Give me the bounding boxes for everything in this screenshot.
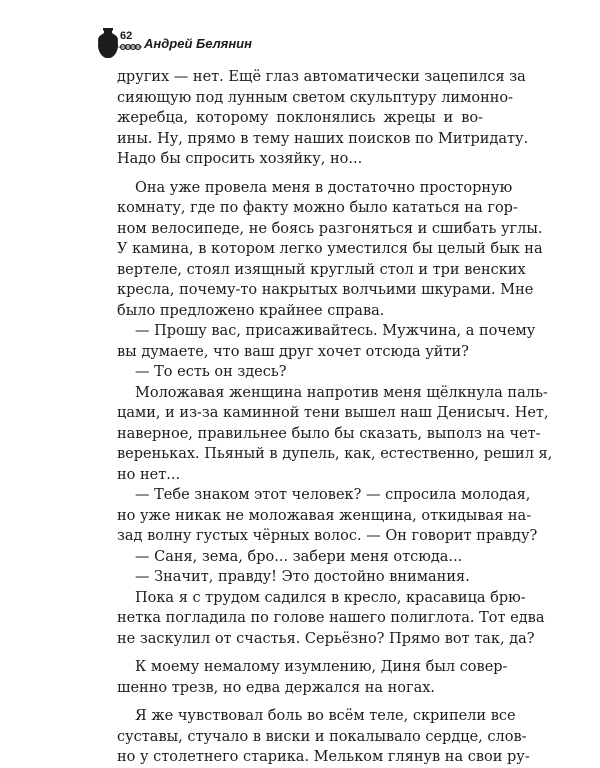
text-line: — Прошу вас, присаживайтесь. Мужчина, а почему — [135, 323, 536, 339]
text-line: жеребца, которому поклонялись жрецы и во- — [117, 110, 483, 126]
text-line: Надо бы спросить хозяйку, но... — [117, 151, 363, 167]
text-line: но уже никак не моложавая женщина, откидывая на- — [117, 507, 532, 524]
text-line: Моложавая женщина напротив меня щёлкнула паль- — [135, 384, 548, 401]
text-line: наверное, правильнее было бы сказать, выполз на чет- — [117, 425, 541, 442]
body-text — [117, 67, 553, 768]
text-line: сияющую под лунным светом скульптуру лимонно- — [117, 89, 514, 106]
text-line: Я же чувствовал боль во всём теле, скрипели все — [135, 708, 516, 724]
text-line: вертеле, стоял изящный круглый стол и три венских — [117, 261, 526, 278]
text-line: других — нет. Ещё глаз автоматически зацепился за — [117, 69, 526, 85]
page-number: 62 — [120, 30, 133, 42]
text-line: суставы, стучало в виски и покалывало сердце, слов- — [117, 728, 527, 745]
text-line: — Значит, правду! Это достойно внимания. — [135, 569, 470, 585]
text-line: Пока я с трудом садился в кресло, красавица брю- — [135, 589, 526, 606]
text-line: вы думаете, что ваш друг хочет отсюда уйти? — [117, 343, 469, 360]
text-line: шенно трезв, но едва держался на ногах. — [117, 679, 436, 696]
text-line: вереньках. Пьяный в дупель, как, естественно, решил я, — [117, 446, 553, 462]
text-line: ном велосипеде, не боясь разгоняться и сшибать углы. — [117, 220, 543, 237]
text-line: Она уже провела меня в достаточно просторную — [135, 179, 513, 196]
text-line: не заскулил от счастья. Серьёзно? Прямо вот так, да? — [117, 630, 535, 647]
text-line: кресла, почему-то накрытых волчьими шкурами. Мне — [117, 282, 534, 298]
text-line: было предложено крайнее справа. — [117, 302, 385, 319]
running-head — [96, 26, 396, 60]
text-line: комнату, где по факту можно было кататься на гор- — [117, 200, 518, 216]
text-line: — То есть он здесь? — [135, 364, 287, 380]
text-line: У камина, в котором легко уместился бы целый бык на — [117, 241, 543, 257]
text-line: — Тебе знаком этот человек? — спросила молодая, — [135, 487, 531, 503]
text-line: цами, и из-за каминной тени вышел наш Денисыч. Нет, — [117, 405, 549, 421]
text-line: — Саня, зема, бро... забери меня отсюда... — [135, 548, 463, 565]
text-line: но нет... — [117, 466, 181, 483]
author-name: Андрей Белянин — [144, 36, 252, 51]
text-line: нетка погладила по голове нашего полиглота. Тот едва — [117, 610, 545, 626]
text-line: зад волну густых чёрных волос. — Он говорит правду? — [117, 528, 538, 544]
text-line: ины. Ну, прямо в тему наших поисков по Митридату. — [117, 130, 529, 147]
text-line: но у столетнего старика. Мельком глянув на свои ру- — [117, 749, 530, 765]
text-line: К моему немалому изумлению, Диня был совер- — [135, 659, 508, 675]
